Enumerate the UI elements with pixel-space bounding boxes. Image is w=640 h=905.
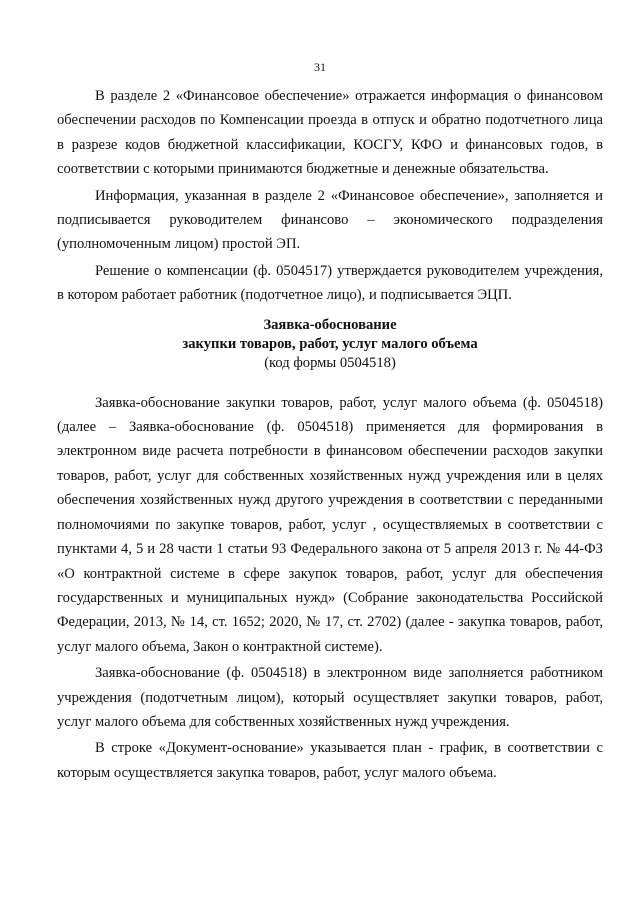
paragraph-application-filling: Заявка-обоснование (ф. 0504518) в электронном виде заполняется работником учреждения (подотчетным лицом), который осуществляет закупки товаров, работ, услуг малого объема для собственных хозяйственных нужд учреждения. [57,665,603,730]
section-form-code: (код формы 0504518) [264,354,396,371]
section-title-line2: закупки товаров, работ, услуг малого объема [182,335,478,352]
section-heading [57,316,603,373]
paragraph-application-purpose: Заявка-обоснование закупки товаров, работ, услуг малого объема (ф. 0504518) (далее – Заявка-обоснование (ф. 0504518) применяется для формирования в электронном виде расчета потребности в финансовом обеспечении расходов закупки товаров, работ, услуг для собственных хозяйственных нужд учреждения или в целях обеспечения хозяйственных нужд другого учреждения в соответствии с переданными полномочиями по закупке товаров, работ, услуг , осуществляемых в соответствии с пунктами 4, 5 и 28 части 1 статьи 93 Федерального закона от 5 апреля 2013 г. № 44-ФЗ «О контрактной системе в сфере закупок товаров, работ, услуг для обеспечения государственных и муниципальных нужд» (Собрание законодательства Российской Федерации, 2013, № 14, ст. 1652; 2020, № 17, ст. 2702) (далее - закупка товаров, работ, услуг малого объема, Закон о контрактной системе). [57,394,603,655]
paragraph-section2-signing: Информация, указанная в разделе 2 «Финансовое обеспечение», заполняется и подписывается руководителем финансово – экономического подразделения (уполномоченным лицом) простой ЭП. [57,187,603,253]
document-body [57,84,603,785]
paragraph-basis-document: В строке «Документ-основание» указывается план - график, в соответствии с которым осуществляется закупка товаров, работ, услуг малого объема. [57,740,603,781]
page-number: 31 [314,60,326,74]
paragraph-compensation-decision: Решение о компенсации (ф. 0504517) утверждается руководителем учреждения, в котором работает работник (подотчетное лицо), и подписывается ЭЦП. [57,262,603,304]
section-title-line1: Заявка-обоснование [263,316,397,333]
paragraph-section2-info: В разделе 2 «Финансовое обеспечение» отражается информация о финансовом обеспечении расходов по Компенсации проезда в отпуск и обратно подотчетного лица в разрезе кодов бюджетной классификации, КОСГУ, КФО и финансовых годов, в соответствии с которыми принимаются бюджетные и денежные обязательства. [57,88,603,178]
